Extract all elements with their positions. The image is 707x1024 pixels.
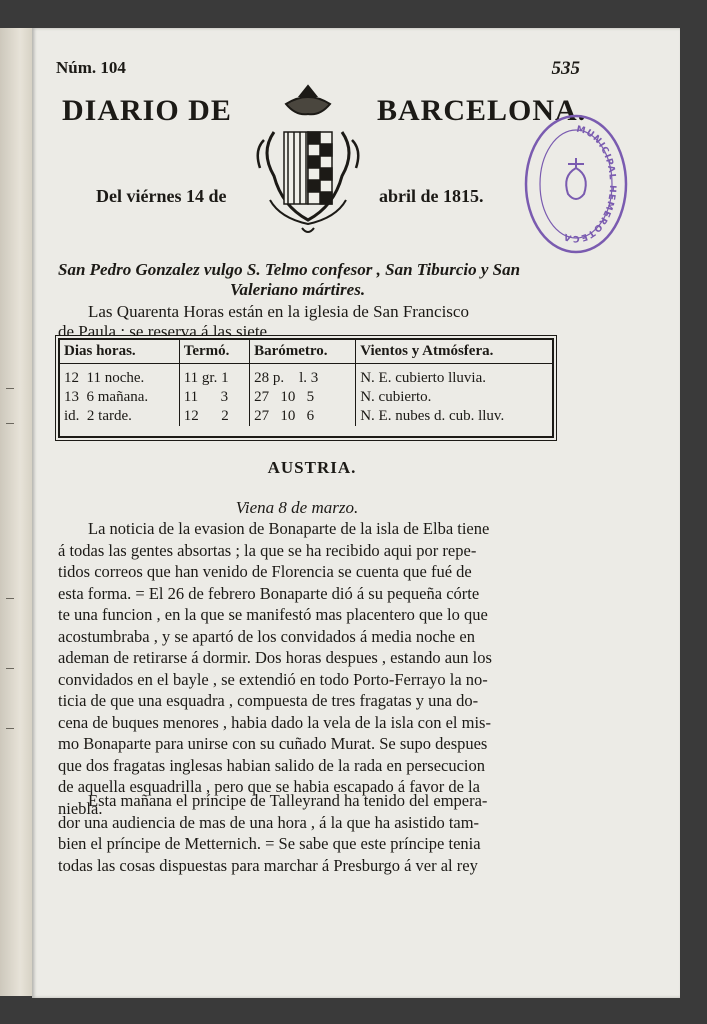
- text-line: ademan de retirarse á dormir. Dos horas despues , estando aun los: [58, 648, 492, 667]
- cell: 12 2: [179, 407, 249, 426]
- table-row: [60, 388, 552, 407]
- text-line: que dos fragatas inglesas habian salido de la rada en persecucion: [58, 755, 486, 775]
- text-line: te una funcion , en la que se manifestó mas placentero que lo que: [58, 605, 488, 624]
- left-page-edge: [0, 28, 34, 996]
- cell: 11 3: [179, 388, 249, 407]
- header-barometro: Barómetro.: [250, 340, 356, 364]
- coat-of-arms-icon: [250, 80, 366, 240]
- cell: 27 10 5: [250, 388, 356, 407]
- horas-line-1: Las Quarenta Horas están en la iglesia de San Francisco: [88, 302, 469, 321]
- text-line: ticia de que una esquadra , compuesta de tres fragatas y una do-: [58, 691, 479, 710]
- text-line: acostumbraba , y se apartó de los convidados á media noche en: [58, 626, 475, 646]
- header-termometro: Termó.: [179, 340, 249, 364]
- horas-line-2: de Paula : se reserva á las siete.: [58, 322, 272, 341]
- page-edge-mark: [6, 668, 14, 669]
- header-dias-horas: Dias horas.: [60, 340, 179, 364]
- saints-line-2: Valeriano mártires.: [230, 280, 366, 299]
- table-row: [60, 364, 552, 389]
- cell: 28 p. l. 3: [250, 364, 356, 389]
- crest-shield: [284, 132, 332, 204]
- article-dateline: Viena 8 de marzo.: [235, 498, 359, 517]
- cell: N. E. nubes d. cub. lluv.: [360, 408, 505, 424]
- saints-line-1: San Pedro Gonzalez vulgo S. Telmo confesor , San Tiburcio y San: [58, 260, 521, 279]
- page-number: 535: [551, 58, 580, 79]
- text-line: La noticia de la evasion de Bonaparte de la isla de Elba tiene: [88, 519, 490, 538]
- text-line: dor una audiencia de mas de una hora , á la que ha asistido tam-: [58, 812, 480, 832]
- article-paragraph-1: [58, 518, 556, 819]
- saints-of-the-day: [58, 260, 568, 300]
- table-row: [60, 407, 552, 426]
- text-line: Esta mañana el príncipe de Talleyrand ha tenido del empera-: [88, 791, 488, 810]
- article-paragraph-2: [58, 790, 556, 876]
- weather-header-row: [60, 340, 552, 364]
- text-line: cena de buques menores , habia dado la vela de la isla con el mis-: [58, 712, 491, 732]
- cell: N. E. cubierto lluvia.: [360, 370, 487, 386]
- page-edge-mark: [6, 388, 14, 389]
- issue-number: Núm. 104: [56, 58, 126, 77]
- masthead-title-right: BARCELONA.: [377, 94, 587, 127]
- text-line: de aquella esquadrilla , pero que se habia escapado á favor de la: [58, 777, 480, 796]
- stamp-text: MUNICIPAL HEMEROTECA: [562, 124, 618, 244]
- text-line: mo Bonaparte para unirse con su cuñado Murat. Se supo despues: [58, 734, 488, 753]
- text-line: á todas las gentes absortas ; la que se ha recibido aqui por repe-: [58, 540, 477, 560]
- text-line: todas las cosas dispuestas para marchar á Presburgo á ver al rey: [58, 855, 478, 875]
- page-edge-mark: [6, 598, 14, 599]
- issue-date-right: abril de 1815.: [379, 186, 484, 206]
- quarenta-horas-notice: [58, 302, 568, 342]
- header-vientos: Vientos y Atmósfera.: [356, 340, 552, 364]
- text-line: convidados en el bayle , se extendió en todo Porto-Ferrayo la no-: [58, 669, 488, 689]
- cell: 11 gr. 1: [179, 364, 249, 389]
- text-line: bien el príncipe de Metternich. = Se sabe que este príncipe tenia: [58, 834, 481, 853]
- library-stamp-icon: [520, 108, 632, 258]
- text-line: niebla.: [58, 798, 103, 818]
- page-edge-mark: [6, 728, 14, 729]
- cell: id. 2 tarde.: [60, 407, 179, 426]
- cell: N. cubierto.: [360, 389, 432, 405]
- cell: 27 10 6: [250, 407, 356, 426]
- cell: 12 11 noche.: [60, 364, 179, 389]
- page-edge-mark: [6, 423, 14, 424]
- section-heading: AUSTRIA.: [267, 458, 357, 477]
- weather-table: [58, 338, 554, 438]
- masthead-title-left: DIARIO DE: [62, 94, 232, 127]
- text-line: tidos correos que han venido de Florencia se cuenta que fué de: [58, 562, 472, 581]
- newspaper-page: [32, 28, 680, 998]
- issue-date-left: Del viérnes 14 de: [96, 186, 227, 206]
- cell: 13 6 mañana.: [60, 388, 179, 407]
- text-line: esta forma. = El 26 de febrero Bonaparte dió á su pequeña córte: [58, 583, 480, 603]
